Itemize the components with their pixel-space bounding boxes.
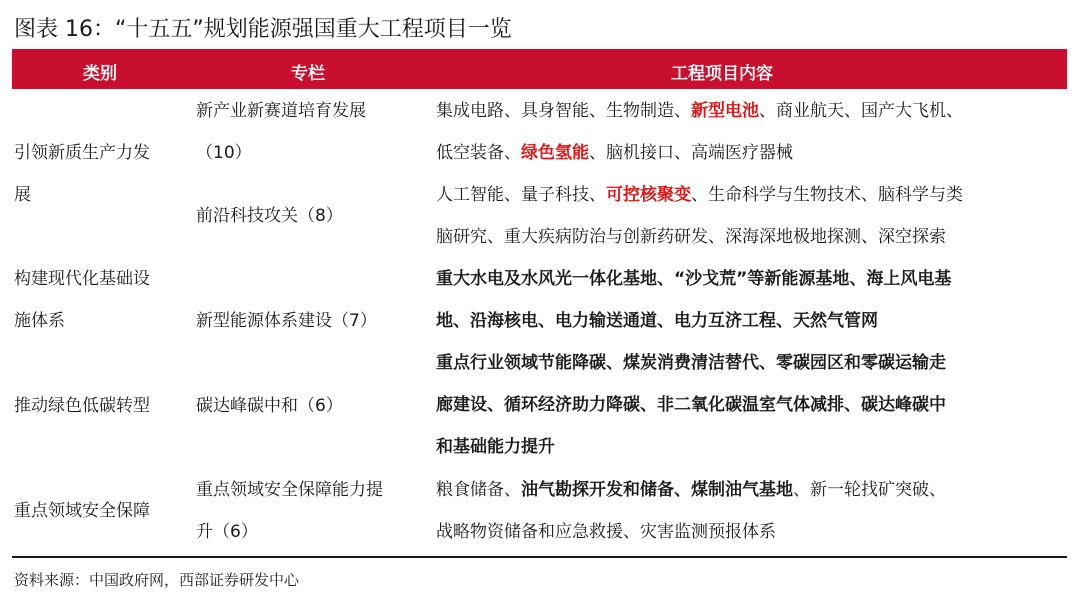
content-text: 集成电路、具身智能、生物制造、 [436, 101, 691, 121]
category-r1-line2: 展 [14, 185, 31, 205]
content-text: 、生命科学与生物技术、脑科学与类 [691, 185, 963, 205]
highlight-text: 可控核聚变 [606, 185, 691, 205]
column-r3: 碳达峰碳中和（6） [196, 396, 343, 416]
header-content: 工程项目内容 [671, 64, 773, 84]
content-text: 、新一轮找矿突破、 [793, 480, 946, 500]
highlight-text: 新型电池 [691, 101, 759, 121]
category-r4: 重点领域安全保障 [14, 501, 150, 521]
bold-text: 油气勘探开发和储备、煤制油气基地 [521, 480, 793, 500]
bottom-rule [12, 556, 1067, 558]
content-r1-line2 [436, 132, 1066, 174]
content-r4-line1 [436, 469, 1066, 511]
column-r4-line1: 重点领域安全保障能力提 [196, 480, 383, 500]
column-r2: 新型能源体系建设（7） [196, 311, 377, 331]
content-r1-line3 [436, 174, 1066, 216]
content-r2-line1: 重大水电及水风光一体化基地、“沙戈荒”等新能源基地、海上风电基 [436, 269, 952, 289]
content-r3-line2: 廊建设、循环经济助力降碳、非二氧化碳温室气体减排、碳达峰碳中 [436, 395, 946, 415]
content-r1-line1 [436, 90, 1066, 132]
category-r1-line1: 引领新质生产力发 [14, 143, 150, 163]
column-r1a-line2: （10） [196, 143, 252, 163]
category-r2-line1: 构建现代化基础设 [14, 269, 150, 289]
source-note: 资料来源：中国政府网，西部证券研发中心 [14, 571, 300, 589]
content-text: 、商业航天、国产大飞机、 [759, 101, 963, 121]
content-text: 低空装备、 [436, 143, 521, 163]
category-r3: 推动绿色低碳转型 [14, 396, 150, 416]
category-r2-line2: 施体系 [14, 311, 65, 331]
content-text: 人工智能、量子科技、 [436, 185, 606, 205]
table-header [12, 49, 1067, 89]
content-r3-line1: 重点行业领域节能降碳、煤炭消费清洁替代、零碳园区和零碳运输走 [436, 353, 946, 373]
figure-title: 图表 16：“十五五”规划能源强国重大工程项目一览 [14, 17, 512, 42]
column-r1b: 前沿科技攻关（8） [196, 206, 343, 226]
content-text: 、脑机接口、高端医疗器械 [589, 143, 793, 163]
content-r3-line3: 和基础能力提升 [436, 437, 555, 457]
column-r4-line2: 升（6） [196, 522, 258, 542]
header-category: 类别 [83, 64, 117, 84]
content-text: 粮食储备、 [436, 480, 521, 500]
header-column: 专栏 [291, 64, 325, 84]
highlight-text: 绿色氢能 [521, 143, 589, 163]
column-r1a-line1: 新产业新赛道培育发展 [196, 101, 366, 121]
content-r1-line4: 脑研究、重大疾病防治与创新药研发、深海深地极地探测、深空探索 [436, 227, 946, 247]
content-r2-line2: 地、沿海核电、电力输送通道、电力互济工程、天然气管网 [436, 311, 878, 331]
content-r4-line2: 战略物资储备和应急救援、灾害监测预报体系 [436, 522, 776, 542]
